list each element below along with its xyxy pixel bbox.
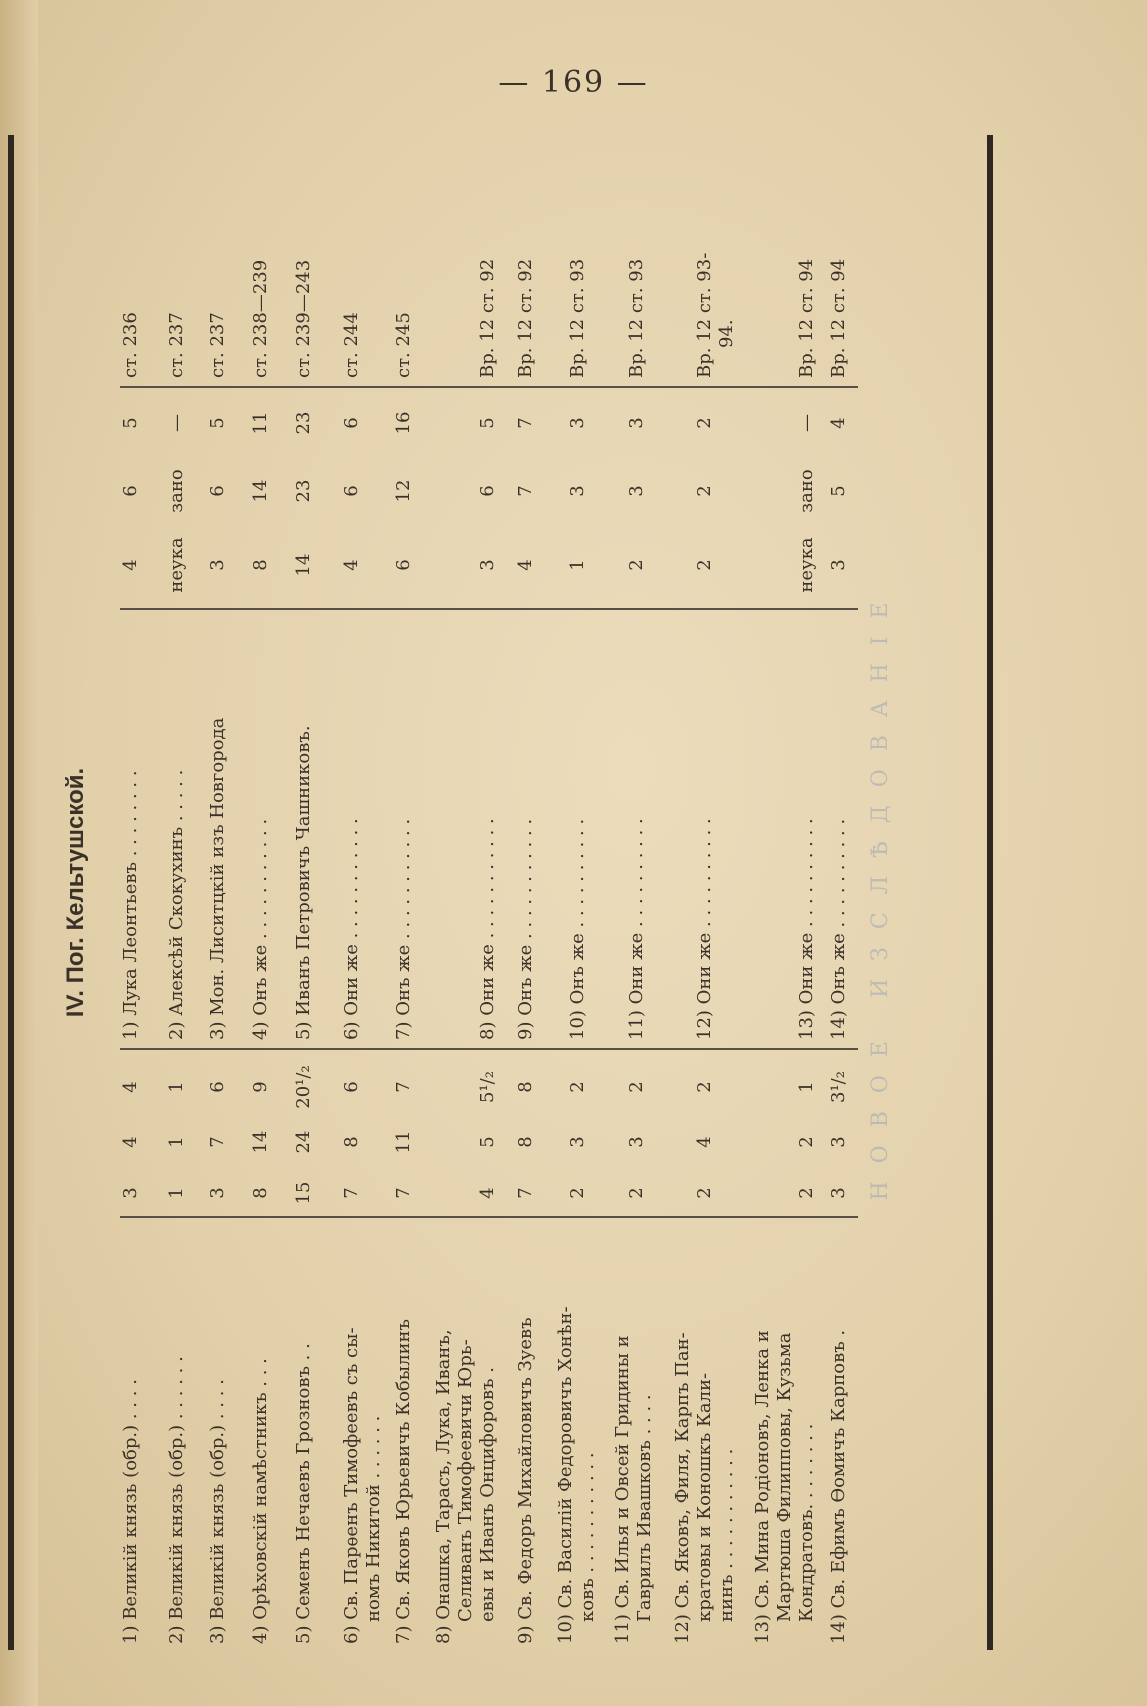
name-line: Мартюша Филипповы, Кузьма xyxy=(774,1332,795,1622)
count-1: 2 xyxy=(796,1187,817,1199)
owner-name: 9) Св. Федоръ Михайловичъ Зуевъ xyxy=(515,1317,536,1644)
owner-name xyxy=(555,1224,599,1644)
count-3: 2 xyxy=(694,1081,715,1093)
count-2: 7 xyxy=(207,1136,228,1148)
owner-name xyxy=(433,1224,499,1644)
reference: ст. 245 xyxy=(393,312,414,378)
holder-name: 4) Онъ же . . . . . . . . . . . xyxy=(250,818,271,1040)
count-3: 9 xyxy=(250,1081,271,1093)
amount-1: 1 xyxy=(567,559,588,571)
table-row xyxy=(515,135,555,1650)
count-3: 2 xyxy=(626,1081,647,1093)
holder-name: 12) Они же . . . . . . . . . . xyxy=(694,818,715,1040)
amount-2: зано xyxy=(796,469,817,513)
count-2: 3 xyxy=(567,1136,588,1148)
amount-2: 7 xyxy=(515,485,536,497)
amount-2: 3 xyxy=(626,485,647,497)
name-line: номъ Никитой . . . . . . xyxy=(363,1415,384,1622)
amount-1: 3 xyxy=(207,559,228,571)
count-3: 20¹/₂ xyxy=(293,1065,314,1109)
amount-2: 3 xyxy=(567,485,588,497)
reference: ст. 244 xyxy=(341,312,362,378)
count-1: 1 xyxy=(166,1187,187,1199)
bottom-rule xyxy=(987,135,993,1650)
holder-name: 6) Они же . . . . . . . . . . . xyxy=(341,818,362,1040)
reference xyxy=(694,158,738,378)
amount-2: 5 xyxy=(828,485,849,497)
reference-line: Вр. 12 ст. 93- xyxy=(694,252,715,378)
amount-1: 3 xyxy=(828,559,849,571)
owner-name: 1) Великій князь (обр.) . . . . xyxy=(120,1379,141,1644)
table-row xyxy=(166,135,207,1650)
reference: Вр. 12 ст. 92 xyxy=(515,258,536,378)
table-row xyxy=(555,135,612,1650)
name-line: 8) Онашка, Тарасъ, Лука, Иванъ, xyxy=(433,1329,454,1644)
holder-name: 7) Онъ же . . . . . . . . . . . xyxy=(393,818,414,1040)
name-line: 11) Св. Илья и Овсей Гридины и xyxy=(612,1335,633,1644)
amount-1: 3 xyxy=(477,559,498,571)
amount-3: 5 xyxy=(207,417,228,429)
amount-2: 2 xyxy=(694,485,715,497)
amount-2: 6 xyxy=(207,485,228,497)
count-2: 1 xyxy=(166,1136,187,1148)
count-2: 8 xyxy=(341,1136,362,1148)
amount-2: зано xyxy=(166,469,187,513)
owner-name: 2) Великій князь (обр.) . . . . . . xyxy=(166,1356,187,1644)
reference: ст. 239—243 xyxy=(293,259,314,378)
name-line: нинъ . . . . . . . . . . . xyxy=(716,1448,737,1622)
count-1: 3 xyxy=(207,1187,228,1199)
name-line: кратовы и Коношкъ Кали- xyxy=(694,1372,715,1622)
amount-3: 7 xyxy=(515,417,536,429)
holder-name: 14) Онъ же . . . . . . . . . . xyxy=(828,818,849,1040)
table-row xyxy=(250,135,293,1650)
owner-name: 7) Св. Яковъ Юрьевичъ Кобылинъ xyxy=(393,1319,414,1644)
amount-3: 6 xyxy=(341,417,362,429)
name-line: Селиванъ Тимофеевичи Юрь- xyxy=(455,1339,476,1622)
count-2: 2 xyxy=(796,1136,817,1148)
count-3: 3¹/₂ xyxy=(828,1071,849,1103)
amount-2: 14 xyxy=(250,479,271,503)
top-rule xyxy=(8,135,14,1650)
page-number: — 169 — xyxy=(498,65,649,100)
holder-name: 2) Алексѣй Скокухинъ . . . . . xyxy=(166,769,187,1040)
count-3: 6 xyxy=(207,1081,228,1093)
amount-3: — xyxy=(166,414,187,432)
owner-name xyxy=(672,1224,738,1644)
amount-2: 12 xyxy=(393,479,414,503)
owner-name: 14) Св. Ефимъ Ѳомичъ Карповъ . xyxy=(828,1329,849,1644)
count-3: 7 xyxy=(393,1081,414,1093)
reference: ст. 237 xyxy=(207,312,228,378)
name-line: 13) Св. Мина Родіоновъ, Ленка и xyxy=(752,1330,773,1644)
holder-name: 3) Мон. Лиситцкій изъ Новгорода xyxy=(207,717,228,1040)
table-row xyxy=(293,135,341,1650)
count-3: 2 xyxy=(567,1081,588,1093)
count-2: 14 xyxy=(250,1130,271,1154)
holder-name: 9) Онъ же . . . . . . . . . . . xyxy=(515,818,536,1040)
amount-1: неука xyxy=(796,537,817,593)
reference: Вр. 12 ст. 93 xyxy=(626,258,647,378)
count-1: 15 xyxy=(293,1181,314,1205)
reference: ст. 236 xyxy=(120,312,141,378)
count-1: 7 xyxy=(393,1187,414,1199)
amount-3: 11 xyxy=(250,411,271,435)
amount-3: — xyxy=(796,414,817,432)
table-row xyxy=(433,135,515,1650)
holder-name: 8) Они же . . . . . . . . . . . xyxy=(477,818,498,1040)
count-2: 4 xyxy=(694,1136,715,1148)
table-row xyxy=(672,135,752,1650)
show-through-text: НОВОЕ ИЗСЛѢДОВАНІЕ xyxy=(868,584,893,1201)
amount-1: 4 xyxy=(341,559,362,571)
amount-2: 6 xyxy=(120,485,141,497)
name-line: евы и Иванъ Онцифоровъ . xyxy=(477,1367,498,1622)
table-row xyxy=(120,135,166,1650)
amount-3: 2 xyxy=(694,417,715,429)
count-3: 1 xyxy=(166,1081,187,1093)
owner-name xyxy=(612,1224,656,1644)
count-3: 4 xyxy=(120,1081,141,1093)
amount-3: 3 xyxy=(567,417,588,429)
count-2: 3 xyxy=(626,1136,647,1148)
holder-name: 5) Иванъ Петровичъ Чашниковъ. xyxy=(293,725,314,1040)
count-3: 5¹/₂ xyxy=(477,1071,498,1103)
rotated-table xyxy=(8,135,1000,1650)
reference: ст. 237 xyxy=(166,312,187,378)
holder-name: 1) Лука Леонтьевъ . . . . . . . . xyxy=(120,770,141,1040)
amount-1: 2 xyxy=(694,559,715,571)
table-row xyxy=(612,135,672,1650)
reference: ст. 238—239 xyxy=(250,259,271,378)
count-3: 6 xyxy=(341,1081,362,1093)
reference: Вр. 12 ст. 93 xyxy=(567,258,588,378)
count-1: 2 xyxy=(626,1187,647,1199)
amount-3: 23 xyxy=(293,411,314,435)
holder-name: 10) Онъ же . . . . . . . . . . xyxy=(567,818,588,1040)
count-1: 8 xyxy=(250,1187,271,1199)
amount-1: 4 xyxy=(120,559,141,571)
section-title: IV. Пог. Кельтушской. xyxy=(62,767,89,1018)
name-line: Кондратовъ. . . . . . . . xyxy=(796,1423,817,1622)
count-1: 2 xyxy=(567,1187,588,1199)
reference: Вр. 12 ст. 94 xyxy=(828,258,849,378)
amount-3: 4 xyxy=(828,417,849,429)
amount-3: 3 xyxy=(626,417,647,429)
count-1: 3 xyxy=(120,1187,141,1199)
amount-1: 2 xyxy=(626,559,647,571)
count-2: 3 xyxy=(828,1136,849,1148)
owner-name xyxy=(341,1224,385,1644)
table-row xyxy=(393,135,433,1650)
count-2: 24 xyxy=(293,1130,314,1154)
owner-name: 5) Семенъ Нечаевъ Грозновъ . . xyxy=(293,1343,314,1644)
amount-3: 16 xyxy=(393,411,414,435)
amount-1: 6 xyxy=(393,559,414,571)
table-row xyxy=(752,135,828,1650)
amount-2: 6 xyxy=(341,485,362,497)
count-3: 1 xyxy=(796,1081,817,1093)
amount-1: 8 xyxy=(250,559,271,571)
amount-3: 5 xyxy=(120,417,141,429)
owner-name: 4) Орѣховскій намѣстникъ . . . xyxy=(250,1358,271,1644)
count-1: 7 xyxy=(515,1187,536,1199)
holder-name: 13) Они же . . . . . . . . . . xyxy=(796,818,817,1040)
name-line: 6) Св. Парѳенъ Тимофеевъ съ сы- xyxy=(341,1327,362,1644)
reference: Вр. 12 ст. 94 xyxy=(796,258,817,378)
name-line: 10) Св. Василій Федоровичъ Хонѣн- xyxy=(555,1306,576,1644)
table-row xyxy=(341,135,393,1650)
amount-3: 5 xyxy=(477,417,498,429)
count-2: 8 xyxy=(515,1136,536,1148)
count-1: 4 xyxy=(477,1187,498,1199)
amount-2: 6 xyxy=(477,485,498,497)
count-2: 5 xyxy=(477,1136,498,1148)
amount-1: 14 xyxy=(293,553,314,577)
count-2: 11 xyxy=(393,1130,414,1154)
table-row xyxy=(207,135,250,1650)
count-1: 2 xyxy=(694,1187,715,1199)
holder-name: 11) Они же . . . . . . . . . . xyxy=(626,818,647,1040)
amount-1: 4 xyxy=(515,559,536,571)
owner-name: 3) Великій князь (обр.) . . . . xyxy=(207,1379,228,1644)
count-2: 4 xyxy=(120,1136,141,1148)
table-body xyxy=(120,135,868,1650)
amount-1: неука xyxy=(166,537,187,593)
owner-name xyxy=(752,1224,818,1644)
reference-line: 94. xyxy=(716,319,737,348)
count-3: 8 xyxy=(515,1081,536,1093)
name-line: 12) Св. Яковъ, Филя, Карпъ Пан- xyxy=(672,1332,693,1644)
name-line: ковъ . . . . . . . . . . . xyxy=(577,1452,598,1622)
count-1: 7 xyxy=(341,1187,362,1199)
reference: Вр. 12 ст. 92 xyxy=(477,258,498,378)
name-line: Гаврилъ Ивашковъ . . . . xyxy=(634,1394,655,1622)
table-row xyxy=(828,135,868,1650)
amount-2: 23 xyxy=(293,479,314,503)
count-1: 3 xyxy=(828,1187,849,1199)
